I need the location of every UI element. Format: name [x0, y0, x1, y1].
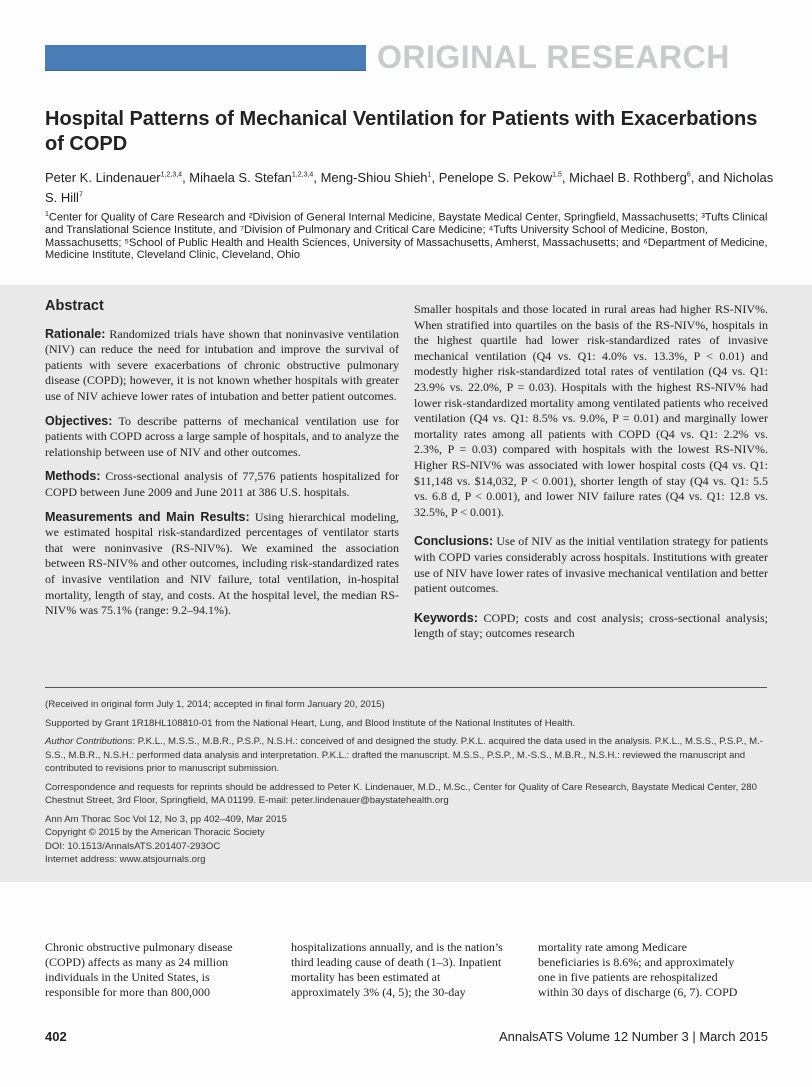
body-column-1: Chronic obstructive pulmonary disease (COPD) affects as many as 24 million individuals in the United States, is responsible for more than 800,000: [45, 940, 233, 999]
abstract-heading: Abstract: [45, 298, 104, 314]
methods: Methods: Cross-sectional analysis of 77,576 patients hospitalized for COPD between June 2009 and June 2011 at 386 U.S. hospitals.: [45, 469, 400, 499]
internet-address: Internet address: www.atsjournals.org: [45, 854, 206, 865]
article-title: Hospital Patterns of Mechanical Ventilation for Patients with Exacerbations of COPD: [45, 108, 758, 155]
author: Peter K. Lindenauer$^{1,2,3,4}$,: [45, 170, 190, 186]
section-label: ORIGINAL RESEARCH: [377, 39, 730, 75]
affiliations: $^1$Center for Quality of Care Research and ²Division of General Internal Medicine, Baystate Medical Center, Springfield, Massachusetts; ³Tufts Clinical and Translational Science Institute, and ⁷Division of Pulmonary and Critical Care Medicine; ⁴Tufts University School of Medicine, Boston, Massachusetts; ⁵School of Public Health and Health Sciences, University of Massachusetts, Amherst, Massachusetts; and ⁶Department of Medicine, Medicine Institute, Cleveland Clinic, Cleveland, Ohio: [45, 211, 768, 262]
author: Mihaela S. Stefan$^{1,2,3,4}$,: [189, 170, 321, 186]
divider: [45, 687, 767, 688]
page-number: 402: [45, 1029, 67, 1044]
author: Meng-Shiou Shieh$^1$,: [320, 170, 439, 186]
abstract-right-column: [414, 302, 768, 651]
journal-footer: AnnalsATS Volume 12 Number 3 | March 2015: [498, 1029, 768, 1044]
body-column-2: hospitalizations annually, and is the nation’s third leading cause of death (1–3). Inpatient mortality has been estimated at approximately 3% (4, 5); the 30-day: [291, 940, 503, 999]
header-accent-bar: [45, 45, 366, 71]
author: Penelope S. Pekow$^{1,5}$,: [438, 170, 570, 186]
author-list: [45, 167, 775, 206]
author: Nicholas S. Hill$^7$: [45, 170, 774, 205]
results-continued: Smaller hospitals and those located in rural areas had higher RS-NIV%. When stratified into quartiles on the basis of the RS-NIV%, hospitals in the highest quartile had lower risk-standardized rates of invasive mechanical ventilation (Q4 vs. Q1: 4.0% vs. 13.3%, P < 0.01) and modestly higher risk-standardized total rates of ventilation (Q4 vs. Q1: 23.9% vs. 22.0%, P = 0.03). Hospitals with the highest RS-NIV% had lower risk-standardized mortality among ventilated patients who received ventilation (Q4 vs. Q1: 8.5% vs. 9.0%, P = 0.01) and marginally lower mortality rates among all patients with COPD (Q4 vs. Q1: 2.2% vs. 2.3%, P = 0.03) compared with hospitals with the lowest RS-NIV%. Higher RS-NIV% was associated with lower hospital costs (Q4 vs. Q1: $11,148 vs. $14,032, P < 0.001), shorter length of stay (Q4 vs. Q1: 5.5 vs. 6.8 d, P < 0.001), and lower NIV failure rates (Q4 vs. Q1: 12.8 vs. 32.5%, P < 0.001).: [414, 302, 768, 519]
received-dates: (Received in original form July 1, 2014; accepted in final form January 20, 2015): [45, 699, 385, 710]
citation: Ann Am Thorac Soc Vol 12, No 3, pp 402–409, Mar 2015: [45, 813, 287, 825]
conclusions: Conclusions: Use of NIV as the initial ventilation strategy for patients with COPD varies considerably across hospitals. Institutions with greater use of NIV have lower rates of invasive mechanical ventilation and better patient outcomes.: [414, 534, 769, 596]
author: Michael B. Rothberg$^6$, and: [569, 170, 724, 186]
correspondence: Correspondence and requests for reprints should be addressed to Peter K. Lindenauer, M.D., M.Sc., Center for Quality of Care Research, Baystate Medical Center, 280 Chestnut Street, 3rd Floor, Springfield, MA 01199. E-mail: peter.lindenauer@baystatehealth.org: [45, 781, 757, 806]
objectives: Objectives: To describe patterns of mechanical ventilation use for patients with COPD across a large sample of hospitals, and to analyze the relationship between use of NIV and other outcomes.: [45, 413, 399, 459]
copyright: Copyright © 2015 by the American Thoracic Society: [45, 827, 265, 838]
doi: DOI: 10.1513/AnnalsATS.201407-293OC: [45, 840, 221, 852]
author-contributions: Author Contributions: P.K.L., M.S.S., M.B.R., P.S.P., N.S.H.: conceived of and designed the study. P.K.L. acquired the data used in the analysis. P.K.L., M.S.S., P.S.P., M.-S.S., M.B.R., N.S.H.: performed data analysis and interpretation. P.K.L.: drafted the manuscript. M.S.S., P.S.P., M.-S.S., M.B.R., N.S.H.: reviewed the manuscript and contributed to revisions prior to manuscript submission.: [45, 736, 763, 774]
measurements: Measurements and Main Results: Using hierarchical modeling, we estimated hospital risk-standardized percentages of ventilator starts that were noninvasive (RS-NIV%). We examined the association between RS-NIV% and other outcomes, including risk-standardized rates of invasive ventilation and NIV failure, total ventilation, in-hospital mortality, length of stay, and costs. At the hospital level, the median RS-NIV% was 75.1% (range: 9.2–94.1%).: [45, 509, 399, 618]
body-column-3: mortality rate among Medicare beneficiaries is 8.6%; and approximately one in five patients are rehospitalized within 30 days of discharge (6, 7). COPD: [538, 940, 738, 999]
abstract-left-column: [45, 299, 399, 628]
funding: Supported by Grant 1R18HL108810-01 from the National Heart, Lung, and Blood Institute of the National Institutes of Health.: [45, 717, 576, 729]
keywords: Keywords: COPD; costs and cost analysis; cross-sectional analysis; length of stay; outcomes research: [414, 610, 769, 641]
rationale: Rationale: Randomized trials have shown that noninvasive ventilation (NIV) can reduce the need for intubation and improve the survival of patients with severe exacerbations of chronic obstructive pulmonary disease (COPD); however, it is not known whether hospitals with greater use of NIV achieve lower rates of intubation and better patient outcomes.: [45, 326, 399, 403]
article-metadata: [45, 698, 770, 867]
